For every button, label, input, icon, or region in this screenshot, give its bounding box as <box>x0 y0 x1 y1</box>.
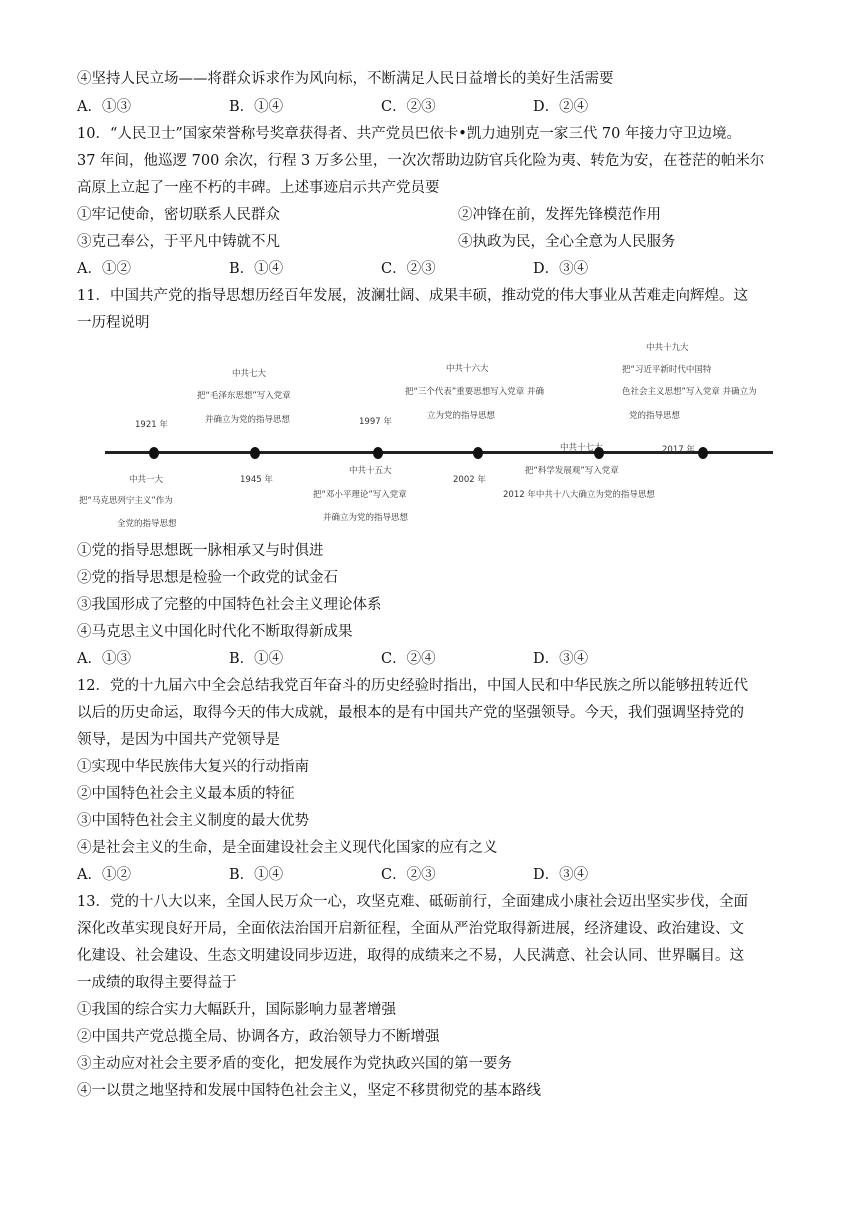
q12-option-3: ③中国特色社会主义制度的最大优势 <box>77 813 309 829</box>
q11-option-4: ④马克思主义中国化时代化不断取得新成果 <box>77 624 353 640</box>
choice-b: B．①④ <box>229 651 284 667</box>
timeline-node-2017 <box>698 447 708 459</box>
label-congress-15-desc-1: 把“邓小平理论”写入党章 <box>313 490 407 500</box>
label-1997: 1997 年 <box>359 417 392 427</box>
label-congress-7: 中共七大 <box>232 369 267 379</box>
label-congress-1-desc-2: 全党的指导思想 <box>117 519 177 529</box>
label-congress-7-desc-2: 并确立为党的指导思想 <box>205 415 291 425</box>
label-congress-17-desc-1: 把“科学发展观”写入党章 <box>525 466 619 476</box>
q13-option-4: ④一以贯之地坚持和发展中国特色社会主义，坚定不移贯彻党的基本路线 <box>77 1083 541 1099</box>
q9-option-4: ④坚持人民立场——将群众诉求作为风向标，不断满足人民日益增长的美好生活需要 <box>77 71 614 87</box>
timeline-node-2002 <box>473 447 483 459</box>
label-congress-16-desc-2: 立为党的指导思想 <box>427 411 496 421</box>
label-congress-19-desc-1: 把“习近平新时代中国特 <box>622 365 712 375</box>
q12-stem-line-3: 领导，是因为中国共产党领导是 <box>77 732 280 748</box>
timeline-node-1921 <box>149 447 159 459</box>
q10-options-row-1 <box>77 205 800 225</box>
label-congress-19-desc-2: 色社会主义思想”写入党章 并确立为 <box>622 387 757 397</box>
q10-stem-line-1: 10．“人民卫士”国家荣誉称号奖章获得者、共产党员巴依卡•凯力迪别克一家三代 70 年接力守卫边境。 <box>77 126 741 142</box>
q13-stem-line-4: 一成绩的取得主要得益于 <box>77 975 237 991</box>
label-congress-1: 中共一大 <box>129 475 164 485</box>
timeline-node-1997 <box>373 447 383 459</box>
choice-a: A．①③ <box>77 651 131 667</box>
q10-option-3: ③克己奉公，于平凡中铸就不凡 <box>77 234 280 250</box>
q12-stem-line-2: 以后的历史命运，取得今天的伟大成就，最根本的是有中国共产党的坚强领导。今天，我们强调坚持党的 <box>77 705 744 721</box>
q11-stem-line-2: 一历程说明 <box>77 315 150 331</box>
q10-option-2: ②冲锋在前，发挥先锋模范作用 <box>458 207 661 223</box>
q11-option-1: ①党的指导思想既一脉相承又与时俱进 <box>77 543 324 559</box>
choice-b: B．①④ <box>229 867 284 883</box>
label-congress-17-desc-2: 2012 年中共十八大确立为党的指导思想 <box>503 490 655 500</box>
q13-option-2: ②中国共产党总揽全局、协调各方，政治领导力不断增强 <box>77 1029 440 1045</box>
label-1921: 1921 年 <box>135 420 168 430</box>
choice-c: C．②③ <box>381 261 436 277</box>
choice-d: D．③④ <box>533 651 589 667</box>
label-congress-16: 中共十六大 <box>446 364 489 374</box>
q12-option-1: ①实现中华民族伟大复兴的行动指南 <box>77 759 309 775</box>
q10-option-4: ④执政为民，全心全意为人民服务 <box>458 234 676 250</box>
q13-option-1: ①我国的综合实力大幅跃升，国际影响力显著增强 <box>77 1002 396 1018</box>
choice-c: C．②③ <box>381 99 436 115</box>
label-congress-15-desc-2: 并确立为党的指导思想 <box>323 513 409 523</box>
q12-option-2: ②中国特色社会主义最本质的特征 <box>77 786 295 802</box>
timeline-figure <box>77 334 777 534</box>
q10-stem-line-2: 37 年间，他巡逻 700 余次，行程 3 万多公里，一次次帮助边防官兵化险为夷、转危为安，在苍茫的帕米尔 <box>77 153 765 169</box>
q10-option-1: ①牢记使命，密切联系人民群众 <box>77 207 280 223</box>
timeline-node-1945 <box>250 447 260 459</box>
label-congress-1-desc-1: 把“马克思列宁主义”作为 <box>79 496 173 506</box>
choice-d: D．②④ <box>533 99 589 115</box>
choice-c: C．②④ <box>381 651 436 667</box>
label-1945: 1945 年 <box>240 475 273 485</box>
q11-stem-line-1: 11．中国共产党的指导思想历经百年发展，波澜壮阔、成果丰硕，推动党的伟大事业从苦难走向辉煌。这 <box>77 288 748 304</box>
choice-b: B．①④ <box>229 99 284 115</box>
choice-a: A．①② <box>77 261 131 277</box>
choice-b: B．①④ <box>229 261 284 277</box>
q13-stem-line-1: 13．党的十八大以来，全国人民万众一心，攻坚克难、砥砺前行，全面建成小康社会迈出坚实步伐，全面 <box>77 894 748 910</box>
label-congress-16-desc-1: 把“三个代表”重要思想写入党章 并确 <box>405 387 545 397</box>
choice-c: C．②③ <box>381 867 436 883</box>
label-congress-7-desc-1: 把“毛泽东思想”写入党章 <box>197 391 291 401</box>
q12-stem-line-1: 12．党的十九届六中全会总结我党百年奋斗的历史经验时指出，中国人民和中华民族之所以能够扭转近代 <box>77 678 748 694</box>
label-congress-19-desc-3: 党的指导思想 <box>629 411 681 421</box>
q11-option-2: ②党的指导思想是检验一个政党的试金石 <box>77 570 338 586</box>
q13-stem-line-3: 化建设、社会建设、生态文明建设同步迈进，取得的成绩来之不易，人民满意、社会认同、世界瞩目。这 <box>77 948 744 964</box>
q13-stem-line-2: 深化改革实现良好开局，全面依法治国开启新征程，全面从严治党取得新进展，经济建设、政治建设、文 <box>77 921 744 937</box>
label-2002: 2002 年 <box>453 475 486 485</box>
q13-option-3: ③主动应对社会主要矛盾的变化，把发展作为党执政兴国的第一要务 <box>77 1056 512 1072</box>
q10-options-row-2 <box>77 232 800 252</box>
q12-option-4: ④是社会主义的生命，是全面建设社会主义现代化国家的应有之义 <box>77 840 498 856</box>
choice-a: A．①② <box>77 867 131 883</box>
label-congress-17: 中共十七大 <box>560 443 603 453</box>
label-congress-19: 中共十九大 <box>646 343 689 353</box>
q11-option-3: ③我国形成了完整的中国特色社会主义理论体系 <box>77 597 382 613</box>
choice-a: A．①③ <box>77 99 131 115</box>
label-congress-15: 中共十五大 <box>349 466 392 476</box>
q10-stem-line-3: 高原上立起了一座不朽的丰碑。上述事迹启示共产党员要 <box>77 180 440 196</box>
choice-d: D．③④ <box>533 261 589 277</box>
choice-d: D．③④ <box>533 867 589 883</box>
label-2017: 2017 年 <box>662 445 695 455</box>
